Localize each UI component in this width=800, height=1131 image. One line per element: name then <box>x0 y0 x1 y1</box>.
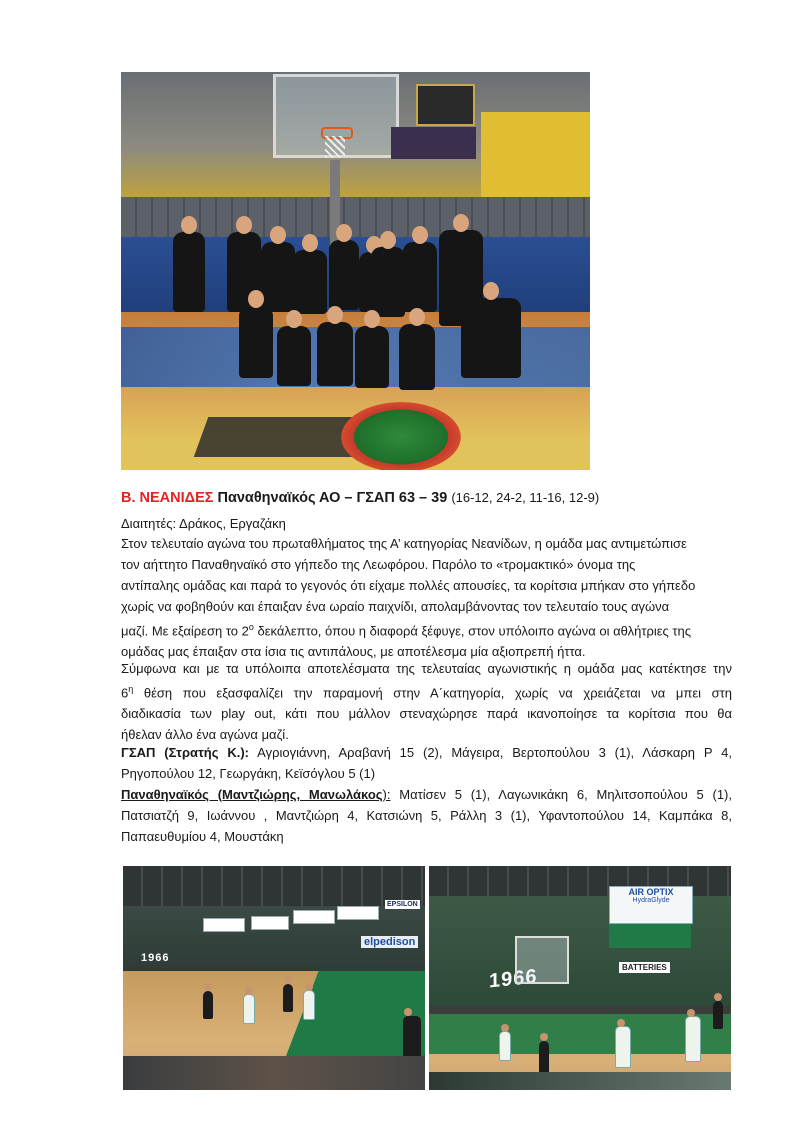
roster-line: Ρηγοπούλου 12, Γεωργάκη, Κεϊσόγλου 5 (1) <box>121 766 376 781</box>
team-name-gsap: ΓΣΑΠ (Στρατής Κ.): <box>121 745 250 760</box>
person <box>317 322 353 386</box>
ad-epsilon: EPSILON <box>387 901 418 908</box>
game-photo-left <box>123 866 425 1090</box>
match-score: Παναθηναϊκός ΑΟ – ΓΣΑΠ 63 – 39 <box>217 490 448 506</box>
player-figure <box>685 1016 701 1062</box>
report-paragraph-2 <box>121 658 732 745</box>
referees-line: Διαιτητές: Δράκος, Εργαζάκη <box>121 516 286 531</box>
category-label: Β. ΝΕΑΝΙΔΕΣ <box>121 490 214 506</box>
person <box>371 247 405 317</box>
report-paragraph-1 <box>121 533 732 662</box>
player-figure <box>713 1001 723 1029</box>
player-figure <box>283 984 293 1012</box>
period-scores: (16-12, 24-2, 11-16, 12-9) <box>451 490 600 505</box>
player-figure <box>303 990 315 1020</box>
scoreboard-number: 1966 <box>489 965 538 993</box>
person <box>293 250 327 314</box>
person <box>329 240 359 310</box>
roster-line: Αγριογιάννη, Αραβανή 15 (2), Μάγειρα, Βερτοπούλου 3 (1), Λάσκαρη Ρ 4, <box>249 745 732 760</box>
game-photo-right <box>429 866 731 1090</box>
paragraph-line: διαδικασία των play out, κάτι που μάλλον στεναχώρησε παρά ικανοποίησε τα κορίτσια που θα <box>121 706 732 722</box>
team-photo <box>121 72 590 470</box>
team-name-pao: Παναθηναϊκός (Μαντζιώρης, Μανωλάκος <box>121 787 383 802</box>
roster-line: Πατσιατζή 9, Ιωάννου , Μαντζιώρη 4, Κατσιώνη 5, Ράλλη 3 (1), Υφαντοπούλου 14, Καμπάκα 8, <box>121 808 732 823</box>
ad-air-optix: AIR OPTIX HydraGlyde <box>609 886 693 924</box>
paragraph-line: μαζί. Με εξαίρεση το $2^o$ δεκάλεπτο, όπου η διαφορά ξέφυγε, στον υπόλοιπο αγώνα οι αθλήτριες της <box>121 622 692 639</box>
paragraph-line: ομάδας μας έπαιξαν στα ίσια τις αντιπάλους, με αποτέλεσμα μία αξιοπρεπή ήττα. <box>121 644 586 660</box>
person <box>173 232 205 312</box>
paragraph-line: χωρίς να φοβηθούν και έπαιξαν ένα ωραίο παιχνίδι, απολαμβάνοντας τον τελευταίο τους αγώνα <box>121 599 670 614</box>
person <box>403 242 437 312</box>
person <box>261 242 295 312</box>
paragraph-line: Στον τελευταίο αγώνα του πρωταθλήματος της Α’ κατηγορίας Νεανίδων, η ομάδα μας αντιμετώπισε <box>121 536 687 551</box>
player-figure <box>615 1026 631 1068</box>
roster-panathinaikos: Παναθηναϊκός (Μαντζιώρης, Μανωλάκος): Ματίσεν 5 (1), Λαγωνικάκη 6, Μηλιτσοπούλου 5 (1), Πατσιατζή 9, Ιωάννου , Μαντζιώρη 4, Κατσιώνη 5, Ράλλη 3 (1), Υφαντοπούλου 14, Καμπάκα 8, Παπαευθυμίου 4, Μουστάκη <box>121 784 732 847</box>
person <box>355 326 389 388</box>
person <box>277 326 311 386</box>
paragraph-line: τον αήττητο Παναθηναϊκό στο γήπεδο της Λεωφόρου. Παρόλο το «τρομακτικό» όνομα της <box>121 557 636 572</box>
person <box>399 324 435 390</box>
match-headline <box>121 490 599 506</box>
ad-batteries: BATTERIES <box>619 962 670 973</box>
paragraph-line: $6^\eta$ θέση που εξασφαλίζει την παραμονή στην Α΄κατηγορία, χωρίς να χρειάζεται να μπει στη <box>121 684 732 701</box>
paragraph-line: αντίπαλης ομάδας και παρά το γεγονός ότι είχαμε πολλές απουσίες, τα κορίτσια μπήκαν στο γήπεδο <box>121 578 696 593</box>
person <box>239 306 273 378</box>
paragraph-line: Σύμφωνα και με τα υπόλοιπα αποτελέσματα της τελευταίας αγωνιστικής η ομάδα μας κατέκτησε την <box>121 661 732 676</box>
court-logo <box>341 402 461 470</box>
player-figure <box>203 991 213 1019</box>
roster-line: Παπαευθυμίου 4, Μουστάκη <box>121 829 284 844</box>
roster-line: Ματίσεν 5 (1), Λαγωνικάκη 6, Μηλιτσοπούλου 5 (1), <box>390 787 732 802</box>
ad-elpedison: elpedison <box>361 936 418 948</box>
person <box>461 298 521 378</box>
roster-gsap <box>121 742 732 784</box>
player-figure <box>243 994 255 1024</box>
scoreboard-number: 1966 <box>141 952 170 964</box>
player-figure <box>499 1031 511 1061</box>
paragraph-line: ήθελαν άλλο ένα αγώνα μαζί. <box>121 727 289 743</box>
